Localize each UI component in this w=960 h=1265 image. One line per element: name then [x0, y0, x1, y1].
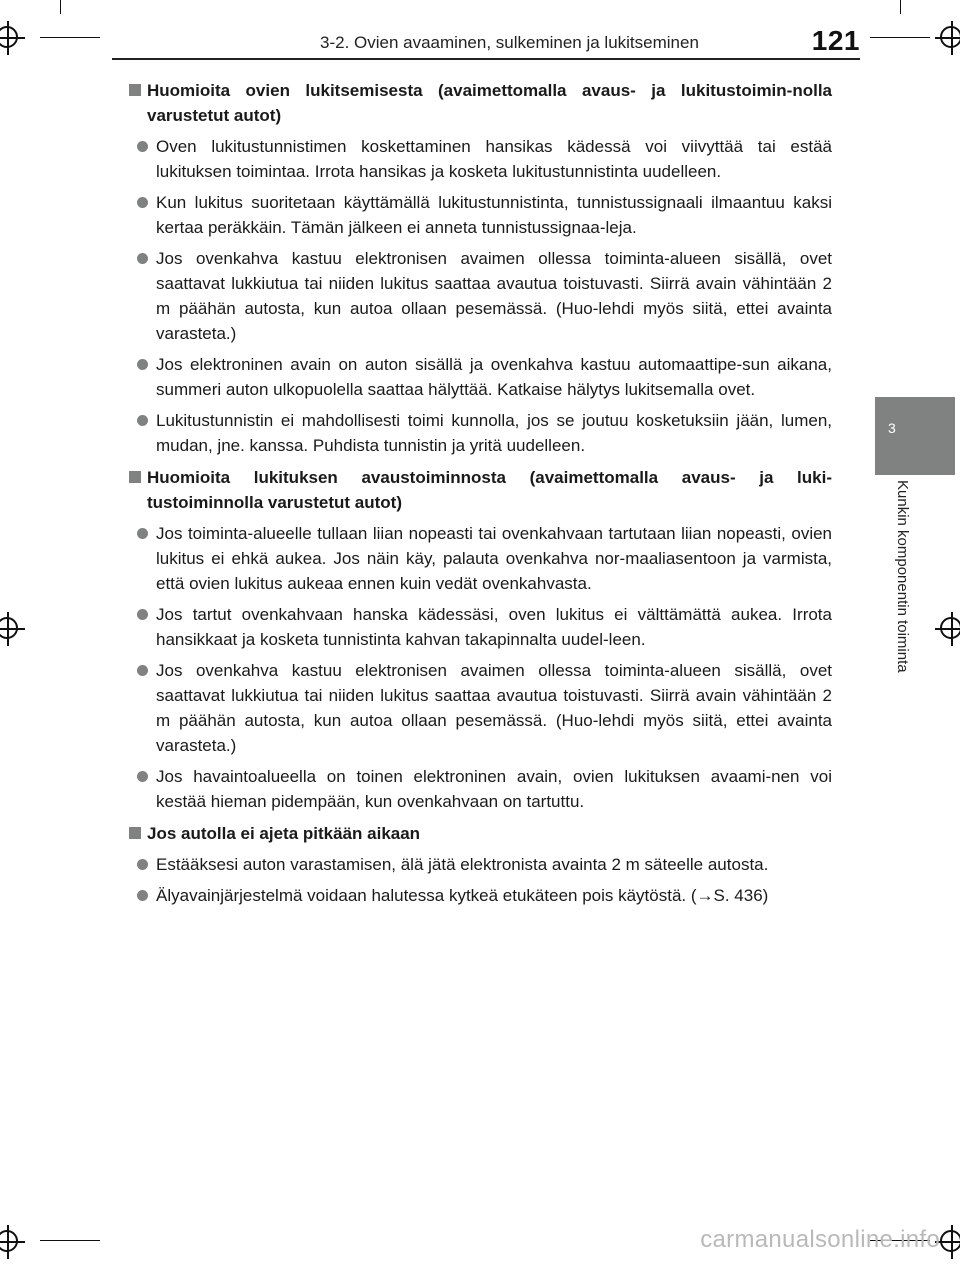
- round-bullet-icon: [137, 359, 148, 370]
- cut-line: [40, 37, 100, 38]
- section-heading-text: Jos autolla ei ajeta pitkään aikaan: [147, 824, 421, 843]
- list-item: Lukitustunnistin ei mahdollisesti toimi kunnolla, jos se joutuu kosketuksiin jään, lumen, mudan, jne. kanssa. Puhdista tunnistin ja yritä uudelleen.: [127, 408, 832, 458]
- crop-mark-mid-left: [0, 612, 25, 646]
- cut-line: [40, 1240, 100, 1241]
- round-bullet-icon: [137, 253, 148, 264]
- list-item: Jos ovenkahva kastuu elektronisen avaimen ollessa toiminta-alueen sisällä, ovet saattavat lukkiutua tai niiden lukitus saattaa avautua toistuvasti. Siirrä avain vähintään 2 m päähän autosta, kun autoa ollaan pesemässä. (Huo-lehdi myös siitä, ettei avainta varasteta.): [127, 658, 832, 758]
- page-header: [112, 22, 860, 60]
- crop-mark-top-left: [0, 21, 25, 55]
- watermark: carmanualsonline.info: [700, 1226, 940, 1253]
- section-door-locking: [127, 78, 832, 458]
- section-heading-text: Huomioita ovien lukitsemisesta (avaimettomalla avaus- ja lukitustoimin-nolla varustetut autot): [147, 81, 832, 125]
- crop-mark-top-right: [935, 21, 960, 55]
- square-bullet-icon: [129, 471, 141, 483]
- round-bullet-icon: [137, 528, 148, 539]
- cut-line: [60, 0, 61, 14]
- square-bullet-icon: [129, 827, 141, 839]
- list-item: Jos tartut ovenkahvaan hanska kädessäsi, oven lukitus ei välttämättä aukea. Irrota hansikkaat ja kosketa tunnistinta kahvan takapinnalta uudel-leen.: [127, 602, 832, 652]
- section-heading: [127, 821, 832, 846]
- cut-line: [900, 0, 901, 14]
- section-heading-text: Huomioita lukituksen avaustoiminnosta (avaimettomalla avaus- ja luki-tustoiminnolla varustetut autot): [147, 468, 832, 512]
- crop-mark-mid-right: [935, 612, 960, 646]
- round-bullet-icon: [137, 197, 148, 208]
- list-item: Kun lukitus suoritetaan käyttämällä lukitustunnistinta, tunnistussignaali ilmaantuu kaksi kertaa peräkkäin. Tämän jälkeen ei anneta tunnistussignaa-leja.: [127, 190, 832, 240]
- square-bullet-icon: [129, 84, 141, 96]
- header-title: 3-2. Ovien avaaminen, sulkeminen ja lukitseminen: [320, 33, 699, 52]
- chapter-tab: [875, 397, 955, 475]
- list-item: Jos toiminta-alueelle tullaan liian nopeasti tai ovenkahvaan tartutaan liian nopeasti, ovien lukitus ei ehkä aukea. Jos näin käy, palauta ovenkahva nor-maaliasentoon ja varmista, että ovien lukitus aukeaa ennen kuin vedät ovenkahvasta.: [127, 521, 832, 596]
- list-item: Jos ovenkahva kastuu elektronisen avaimen ollessa toiminta-alueen sisällä, ovet saattavat lukkiutua tai niiden lukitus saattaa avautua toistuvasti. Siirrä avain vähintään 2 m päähän autosta, kun autoa ollaan pesemässä. (Huo-lehdi myös siitä, ettei avainta varasteta.): [127, 246, 832, 346]
- round-bullet-icon: [137, 415, 148, 426]
- round-bullet-icon: [137, 890, 148, 901]
- round-bullet-icon: [137, 141, 148, 152]
- page-content: [127, 78, 832, 915]
- list-item: Estääksesi auton varastamisen, älä jätä elektronista avainta 2 m säteelle autosta.: [127, 852, 832, 877]
- round-bullet-icon: [137, 609, 148, 620]
- list-item: Oven lukitustunnistimen koskettaminen hansikas kädessä voi viivyttää tai estää lukituksen toimintaa. Irrota hansikas ja kosketa lukitustunnistinta uudelleen.: [127, 134, 832, 184]
- chapter-label: Kunkin komponentin toiminta: [894, 480, 911, 673]
- list-item: Jos elektroninen avain on auton sisällä ja ovenkahva kastuu automaattipe-sun aikana, summeri auton ulkopuolella saattaa hälyttää. Katkaise hälytys lukitsemalla ovet.: [127, 352, 832, 402]
- chapter-number: 3: [888, 420, 896, 436]
- round-bullet-icon: [137, 771, 148, 782]
- round-bullet-icon: [137, 665, 148, 676]
- round-bullet-icon: [137, 859, 148, 870]
- cut-line: [870, 37, 930, 38]
- crop-mark-bottom-left: [0, 1225, 25, 1259]
- page-reference: Älyavainjärjestelmä voidaan halutessa kytkeä etukäteen pois käytöstä. (→S. 436): [156, 886, 769, 905]
- section-heading: [127, 465, 832, 515]
- list-item: [127, 883, 832, 908]
- page-number: 121: [811, 25, 860, 56]
- section-unlock-function: [127, 465, 832, 814]
- section-long-storage: [127, 821, 832, 908]
- list-item: Jos havaintoalueella on toinen elektroninen avain, ovien lukituksen avaami-nen voi kestää hieman pidempään, kun ovenkahvaan on tartuttu.: [127, 764, 832, 814]
- section-heading: [127, 78, 832, 128]
